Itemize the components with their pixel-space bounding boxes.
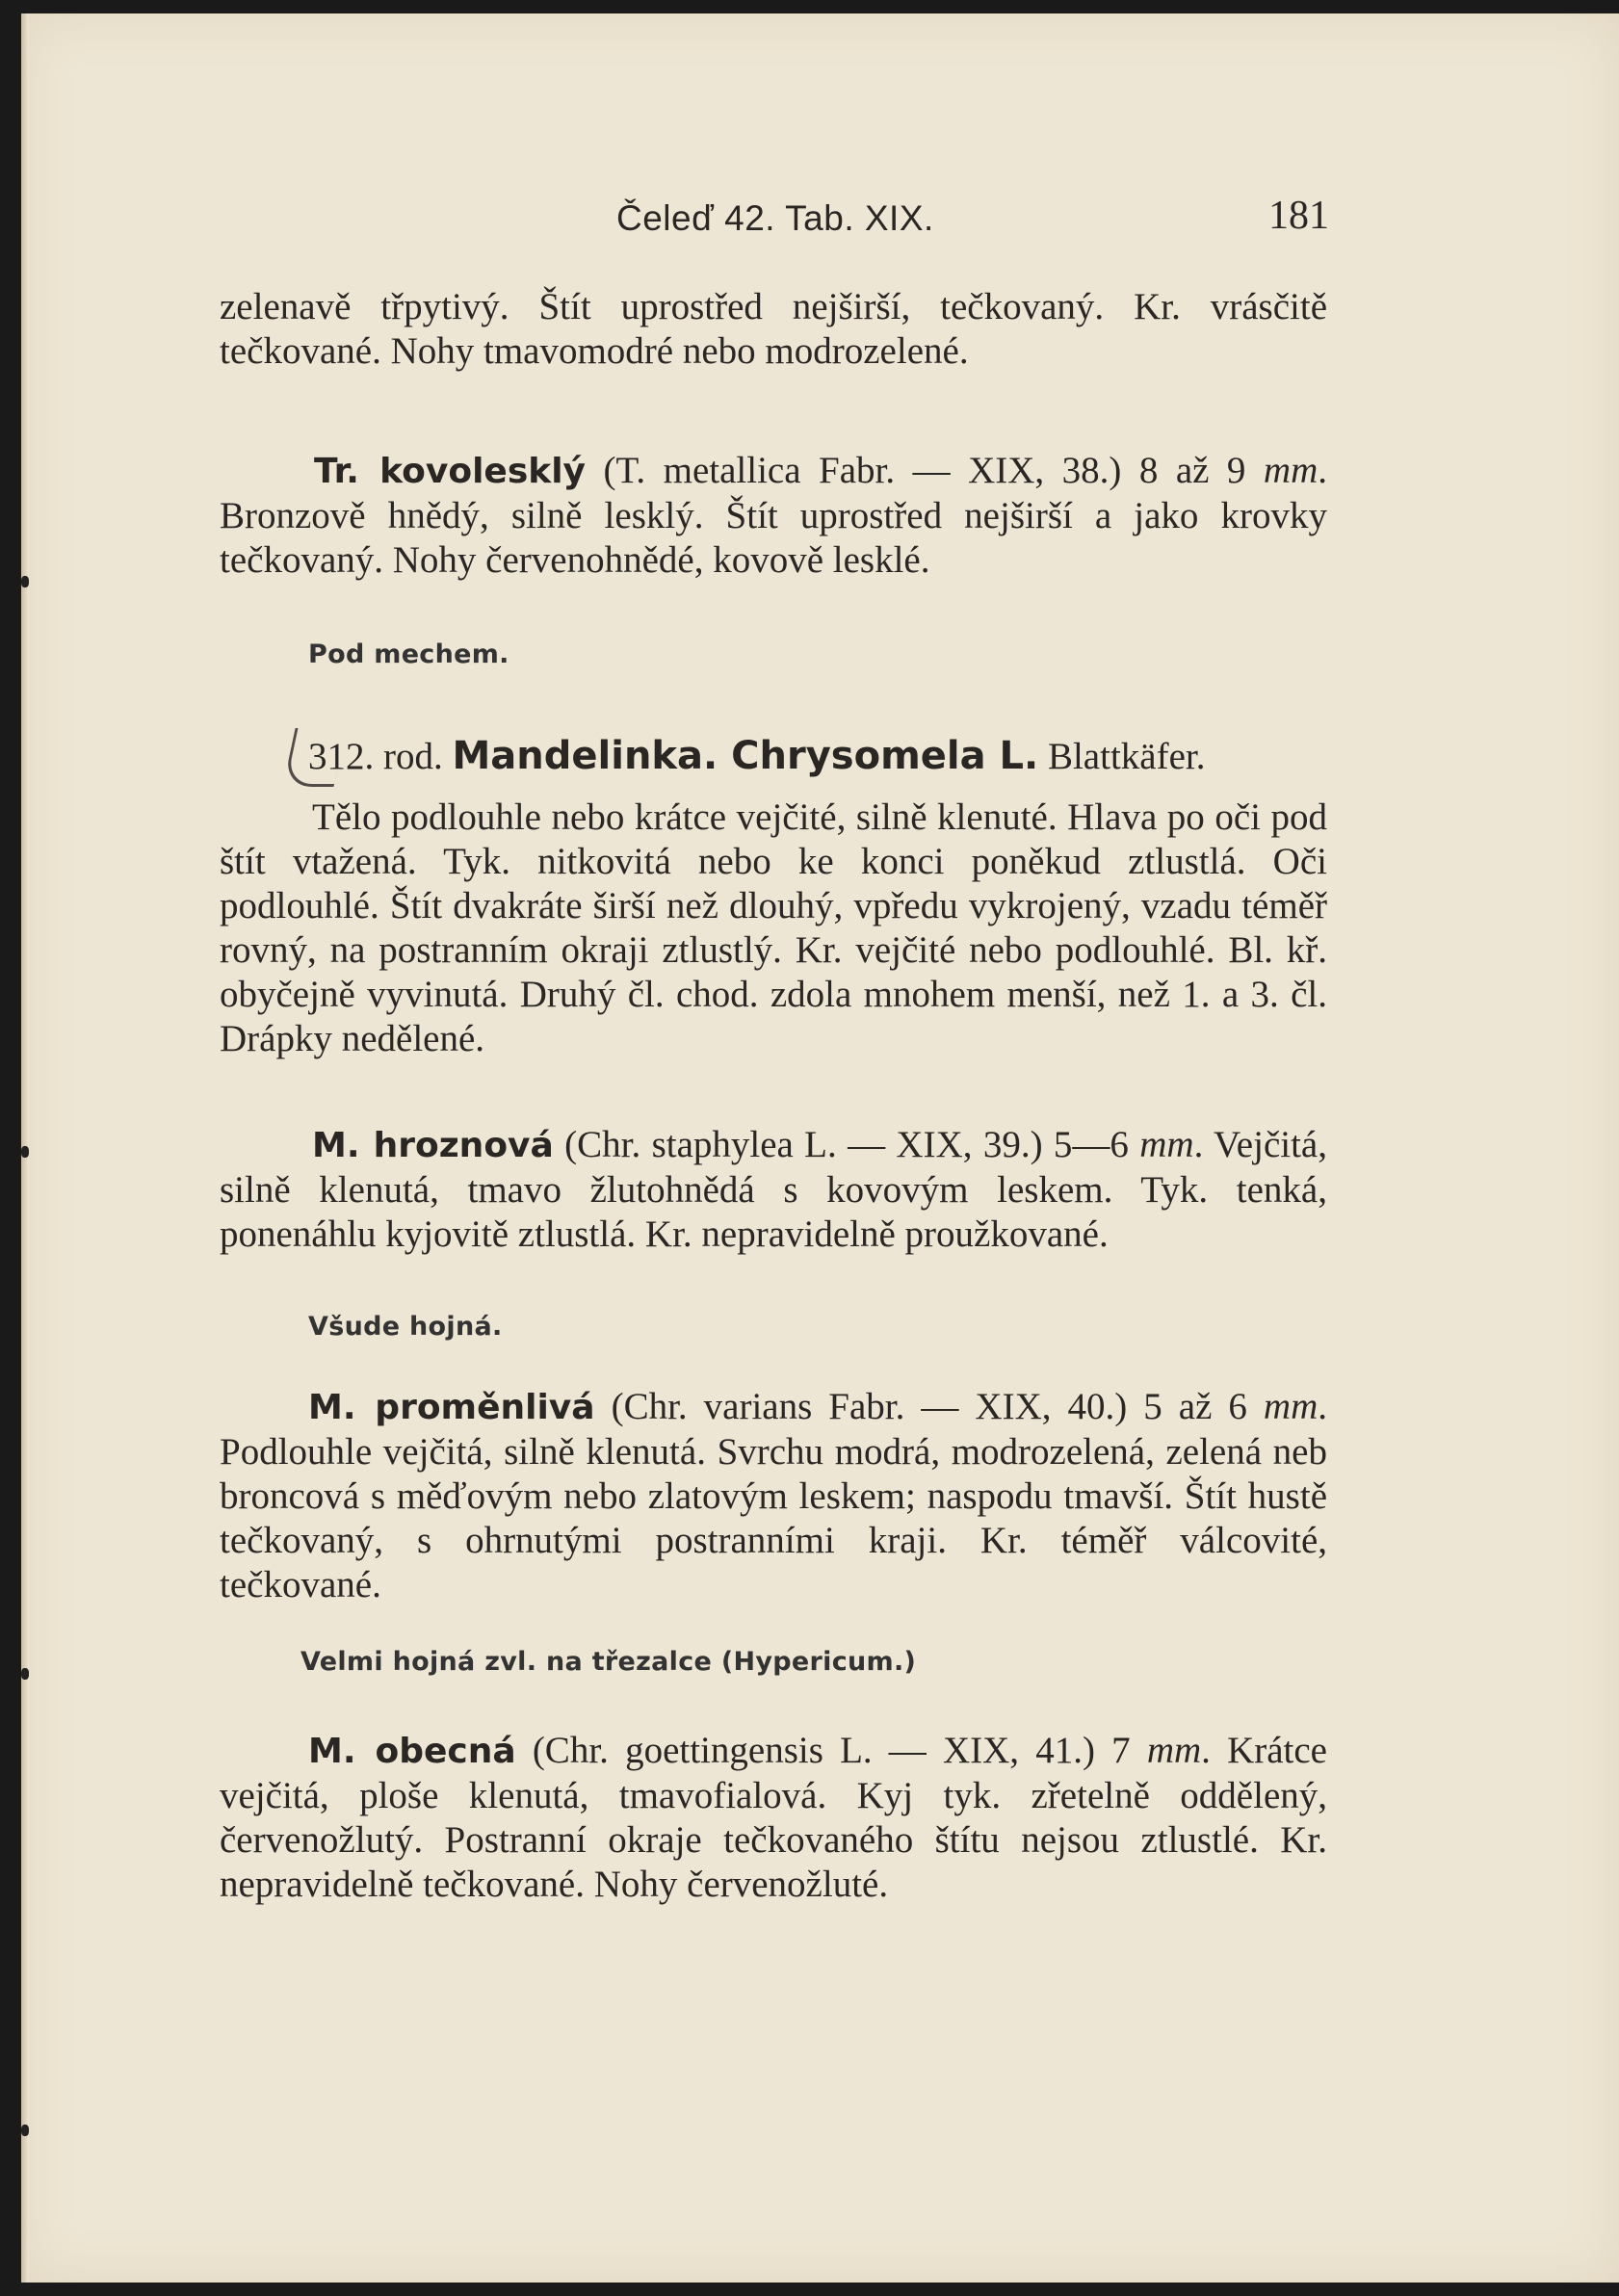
species-entry-staphylea (220, 1123, 1327, 1257)
habitat-varians (220, 1647, 1408, 1677)
chapter-title: Čeleď 42. Tab. XIX. (616, 198, 934, 238)
species-description: . Podlouhle vejčitá, silně klenutá. Svrchu modrá, modrozelená, zelená neb broncová s měďovým nebo zlatovým leskem; naspodu tmavší. Štít hustě tečkovaný, s ohrnutými postranními kraji. Kr. téměř válcovité, tečkované. (220, 1386, 1327, 1605)
intro-continuation (220, 285, 1327, 374)
species-name: Tr. kovolesklý (314, 452, 586, 491)
unit: mm (1146, 1730, 1202, 1771)
species-description: . Vejčitá, silně klenutá, tmavo žlutohnědá s kovovým leskem. Tyk. tenká, ponenáhlu kyjovitě ztlustlá. Kr. nepravidelně proužkované. (220, 1124, 1327, 1255)
unit: mm (1263, 1386, 1319, 1427)
margin-mark (21, 1668, 29, 1680)
margin-mark (21, 1146, 29, 1158)
genus-description: Tělo podlouhle nebo krátce vejčité, silně klenuté. Hlava po oči pod štít vtažená. Tyk. nitkovitá nebo ke konci poněkud ztlustlá. Oči podlouhlé. Štít dvakráte širší než dlouhý, vpředu vykrojený, vzadu téměř rovný, na postranním okraji ztlustlý. Kr. vejčité nebo podlouhlé. Bl. kř. obyčejně vyvinutá. Druhý čl. chod. zdola mnohem menší, než 1. a 3. čl. Drápky nedělené. (220, 796, 1327, 1059)
species-paragraph (220, 449, 1327, 583)
species-name: M. obecná (308, 1732, 516, 1771)
species-description: . Bronzově hnědý, silně lesklý. Štít uprostřed nejširší a jako krovky tečkovaný. Nohy červenohnědé, kovově lesklé. (220, 450, 1327, 581)
habitat-note: Všude hojná. (308, 1312, 503, 1342)
species-latin: (T. metallica Fabr. — XIX, 38.) 8 až 9 (586, 450, 1264, 491)
species-name: M. proměnlivá (308, 1388, 595, 1427)
species-latin: (Chr. staphylea L. — XIX, 39.) 5—6 (553, 1124, 1140, 1165)
habitat-note: Pod mechem. (308, 639, 509, 669)
unit: mm (1263, 450, 1319, 491)
margin-mark (21, 576, 29, 587)
species-description: . Krátce vejčitá, ploše klenutá, tmavofialová. Kyj tyk. zřetelně oddělený, červenožlutý. Postranní okraje tečkovaného štítu nejsou ztlustlé. Kr. nepravidelně tečkované. Nohy červenožluté. (220, 1730, 1327, 1905)
margin-mark (21, 2125, 29, 2136)
genus-title-line (308, 734, 1416, 779)
habitat-staphylea (220, 1312, 1416, 1342)
species-name: M. hroznová (312, 1126, 554, 1165)
habitat-metallica (220, 639, 1416, 669)
running-header (616, 193, 1329, 241)
intro-text: zelenavě třpytivý. Štít uprostřed nejširší, tečkovaný. Kr. vrásčitě tečkované. Nohy tmavomodré nebo modrozelené. (220, 286, 1327, 372)
species-entry-goettingensis (220, 1729, 1327, 1907)
genus-name: Mandelinka. Chrysomela L. (452, 734, 1039, 778)
page-number: 181 (1268, 194, 1329, 238)
species-latin: (Chr. goettingensis L. — XIX, 41.) 7 (515, 1730, 1147, 1771)
genus-heading (220, 734, 1416, 779)
genus-german-name: Blattkäfer. (1047, 736, 1206, 777)
species-latin: (Chr. varians Fabr. — XIX, 40.) 5 až 6 (594, 1386, 1264, 1427)
genus-description-block (220, 796, 1327, 1061)
habitat-note: Velmi hojná zvl. na třezalce (Hypericum.) (300, 1647, 917, 1677)
genus-number: 312. (308, 736, 375, 777)
species-paragraph (220, 1729, 1327, 1907)
species-entry-metallica (220, 449, 1327, 583)
species-paragraph (220, 1123, 1327, 1257)
species-paragraph (220, 1385, 1327, 1607)
genus-rank: rod. (383, 736, 443, 777)
species-entry-varians (220, 1385, 1327, 1607)
unit: mm (1139, 1124, 1194, 1165)
